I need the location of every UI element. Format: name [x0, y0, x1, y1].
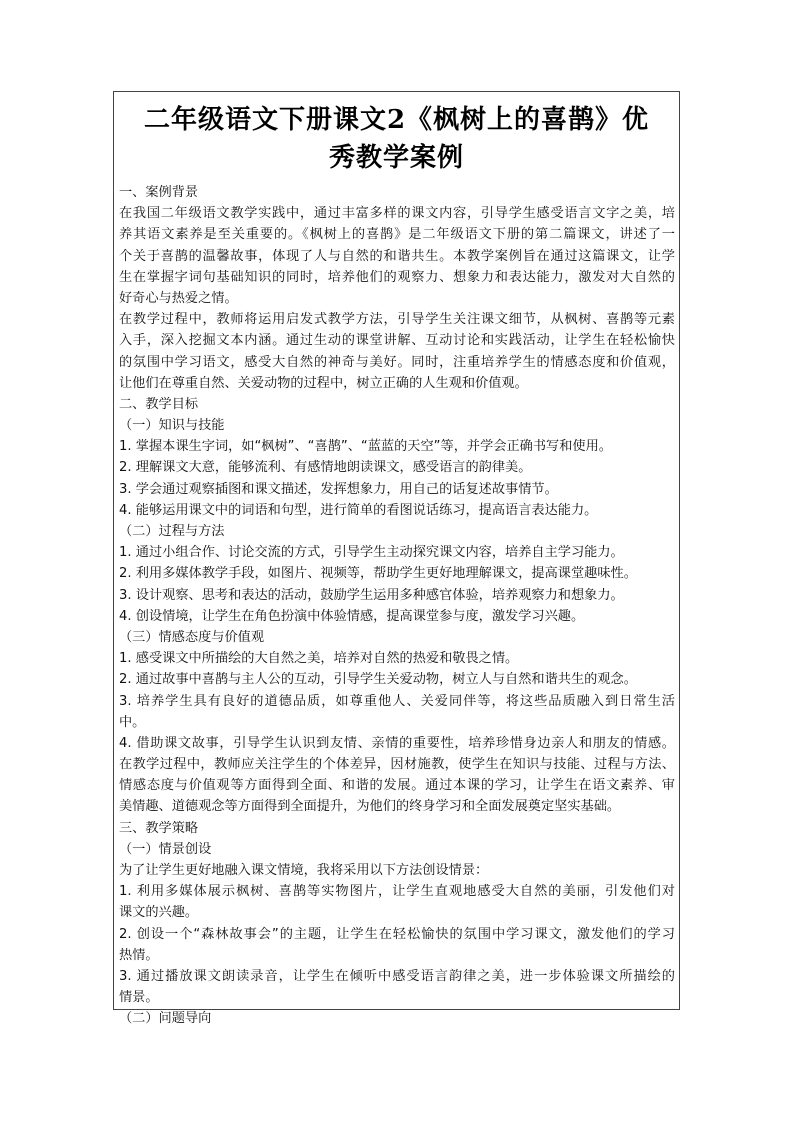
text-line: （三）情感态度与价值观	[119, 629, 265, 645]
text-line: 中。	[119, 714, 146, 730]
document-title	[114, 101, 679, 177]
text-line: 课文的兴趣。	[119, 905, 199, 921]
document-body	[119, 182, 675, 1030]
text-line: 生在掌握字词句基础知识的同时，培养他们的观察力、想象力和表达能力，激发对大自然的	[119, 269, 675, 285]
text-line: 好奇心与热爱之情。	[119, 290, 238, 306]
text-line: 让他们在尊重自然、关爱动物的过程中，树立正确的人生观和价值观。	[119, 375, 528, 391]
text-line: 的氛围中学习语文，感受大自然的神奇与美好。同时，注重培养学生的情感态度和价值观，	[119, 354, 675, 370]
text-line: 在教学过程中，教师将运用启发式教学方法，引导学生关注课文细节，从枫树、喜鹊等元素	[119, 312, 675, 328]
text-line: 在教学过程中，教师应关注学生的个体差异，因材施教，使学生在知识与技能、过程与方法、	[119, 757, 675, 773]
text-line: 一、案例背景	[119, 185, 199, 200]
text-line: 3. 设计观察、思考和表达的活动，鼓励学生运用多种感官体验，培养观察力和想象力。	[119, 587, 624, 603]
title-line-2: 秀教学案例	[328, 143, 464, 173]
text-line: 为了让学生更好地融入课文情境，我将采用以下方法创设情景：	[119, 863, 489, 878]
text-line: 在我国二年级语文教学实践中，通过丰富多样的课文内容，引导学生感受语言文字之美，培	[119, 206, 675, 222]
text-line: 情感态度与价值观等方面得到全面、和谐的发展。通过本课的学习，让学生在语文素养、审	[119, 778, 675, 794]
text-line: 养其语文素养是至关重要的。《枫树上的喜鹊》是二年级语文下册的第二篇课文，讲述了一	[119, 227, 675, 243]
text-line: 美情趣、道德观念等方面得到全面提升，为他们的终身学习和全面发展奠定坚实基础。	[119, 799, 621, 815]
text-line: 三、教学策略	[119, 820, 199, 836]
text-line: 1. 感受课文中所描绘的大自然之美，培养对自然的热爱和敬畏之情。	[119, 651, 519, 667]
text-line: 3. 通过播放课文朗读录音，让学生在倾听中感受语言韵律之美，进一步体验课文所描绘的	[119, 968, 675, 984]
text-line: （一）知识与技能	[119, 418, 225, 434]
text-line: （一）情景创设	[119, 841, 212, 857]
text-line: 3. 培养学生具有良好的道德品质，如尊重他人、关爱同伴等，将这些品质融入到日常生活	[119, 693, 675, 709]
title-line-1: 二年级语文下册课文2《枫树上的喜鹊》优	[143, 105, 650, 135]
text-line: 4. 创设情境，让学生在角色扮演中体验情感，提高课堂参与度，激发学习兴趣。	[119, 608, 585, 624]
text-line: 2. 理解课文大意，能够流利、有感情地朗读课文，感受语言的韵律美。	[119, 460, 532, 476]
text-line: 2. 通过故事中喜鹊与主人公的互动，引导学生关爱动物，树立人与自然和谐共生的观念。	[119, 672, 637, 688]
text-line: 二、教学目标	[119, 396, 199, 412]
text-line: 4. 能够运用课文中的词语和句型，进行简单的看图说话练习，提高语言表达能力。	[119, 502, 598, 518]
document-frame	[113, 91, 680, 1027]
text-line: 1. 利用多媒体展示枫树、喜鹊等实物图片，让学生直观地感受大自然的美丽，引发他们对	[119, 884, 675, 900]
text-line: 2. 利用多媒体教学手段，如图片、视频等，帮助学生更好地理解课文，提高课堂趣味性。	[119, 566, 637, 582]
text-line: 入手，深入挖掘文本内涵。通过生动的课堂讲解、互动讨论和实践活动，让学生在轻松愉快	[119, 333, 675, 349]
text-line: 3. 学会通过观察插图和课文描述，发挥想象力，用自己的话复述故事情节。	[119, 481, 558, 497]
text-line: 个关于喜鹊的温馨故事，体现了人与自然的和谐共生。本教学案例旨在通过这篇课文，让学	[119, 248, 675, 264]
text-line: （二）问题导向	[119, 1011, 212, 1027]
text-line: 1. 通过小组合作、讨论交流的方式，引导学生主动探究课文内容，培养自主学习能力。	[119, 545, 624, 561]
text-line: 4. 借助课文故事，引导学生认识到友情、亲情的重要性，培养珍惜身边亲人和朋友的情感。	[119, 735, 675, 751]
text-line: （二）过程与方法	[119, 524, 225, 539]
text-line: 情景。	[119, 990, 159, 1006]
text-line: 1. 掌握本课生字词，如“枫树”、“喜鹊”、“蓝蓝的天空”等，并学会正确书写和使用。	[119, 439, 612, 455]
text-line: 2. 创设一个“森林故事会”的主题，让学生在轻松愉快的氛围中学习课文，激发他们的学习	[119, 926, 675, 942]
text-line: 热情。	[119, 947, 159, 963]
